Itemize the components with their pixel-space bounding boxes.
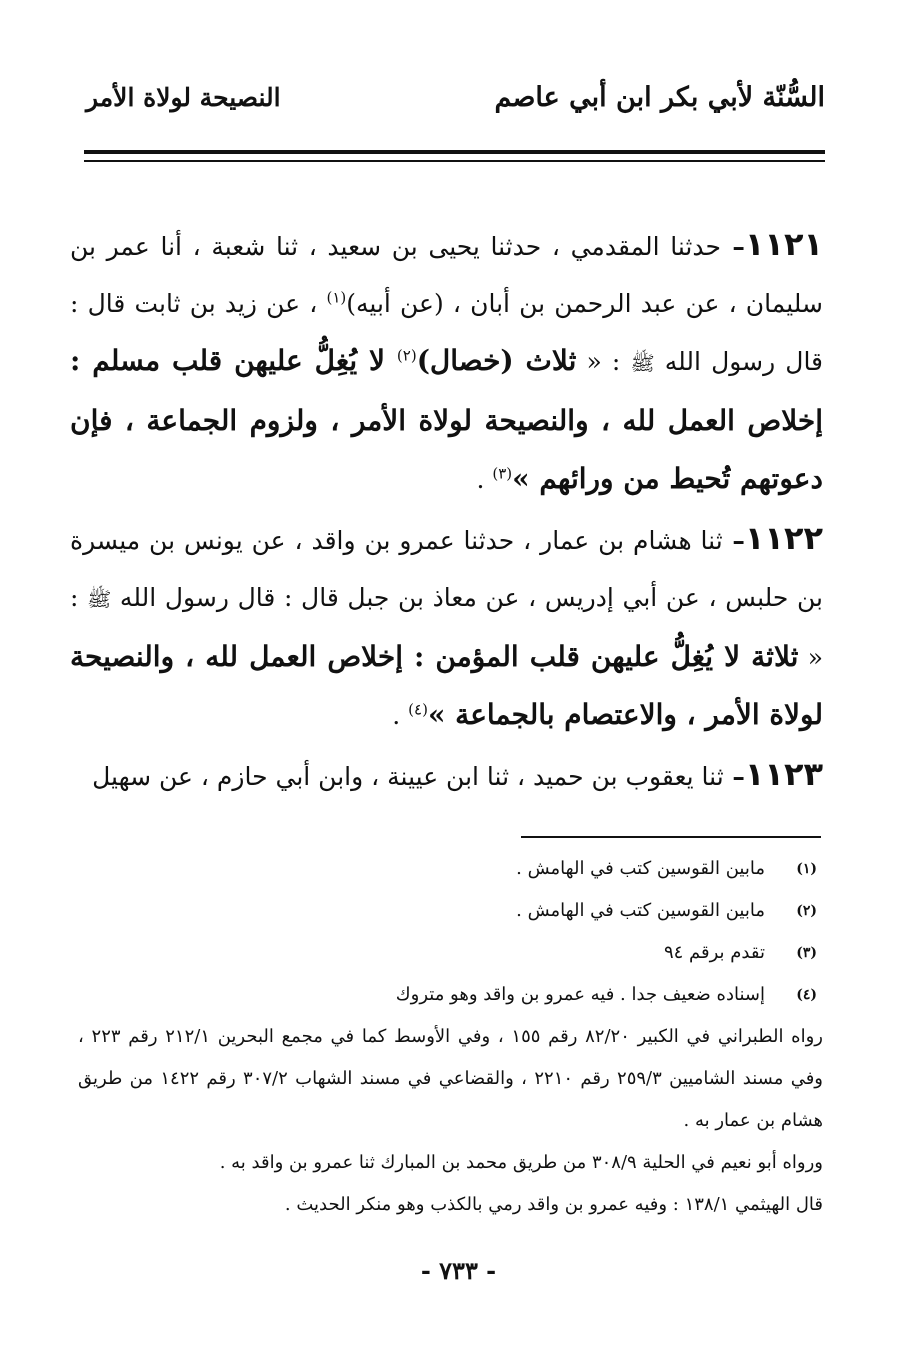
dash: – <box>720 232 745 261</box>
header-rule-thick <box>84 150 825 154</box>
hadith-number: ١١٢١ <box>744 225 823 263</box>
footnote-mark: (٤) <box>796 987 817 1003</box>
hadith-1123 <box>70 746 823 805</box>
footnote-mark: (٢) <box>796 903 817 919</box>
isnad-text: ، عن زيد بن ثابت قال : قال رسول الله <box>70 289 824 376</box>
footnote-separator <box>521 836 821 838</box>
header-rule-thin <box>84 160 825 162</box>
matn-text: ثلاثة لا يُغِلُّ عليهن قلب المؤمن : إخلاص العمل لله ، والنصيحة لولاة الأمر ، والاعتصام بالجماعة » <box>70 640 823 731</box>
salawat-glyph: ﷺ <box>630 351 655 375</box>
dash: – <box>722 526 745 555</box>
footnote-text: مابين القوسين كتب في الهامش . <box>516 900 765 921</box>
running-header <box>86 72 825 122</box>
footnote-text: تقدم برقم ٩٤ <box>663 942 765 963</box>
hadith-1121 <box>70 216 823 508</box>
matn-text: لا يُغِلُّ عليهن قلب مسلم : إخلاص العمل لله ، والنصيحة لولاة الأمر ، ولزوم الجماعة ، فإن دعوتهم تُحيط من ورائهم » <box>70 344 823 495</box>
quote-open: : « <box>576 347 631 376</box>
footnote-text: قال الهيثمي ١٣٨/١ : وفيه عمرو بن واقد رمي بالكذب وهو منكر الحديث . <box>284 1194 823 1215</box>
footnote-item <box>78 890 823 932</box>
chapter-title: النصيحة لولاة الأمر <box>86 82 281 112</box>
dash: – <box>723 762 745 791</box>
footnote-ref[interactable]: (٣) <box>492 464 513 483</box>
matn-text: ثلاث (خصال) <box>416 344 577 377</box>
footnote-text: إسناده ضعيف جدا . فيه عمرو بن واقد وهو متروك <box>395 984 765 1005</box>
footnote-text: رواه الطبراني في الكبير ٨٢/٢٠ رقم ١٥٥ ، وفي الأوسط كما في مجمع البحرين ٢١٢/١ رقم ٢٢٣ ، وفي مسند الشاميين ٢٥٩/٣ رقم ٢٢١٠ ، والقضاعي في مسند الشهاب ٣٠٧/٢ رقم ١٤٢٢ من طريق هشام بن عمار به . <box>78 1026 823 1131</box>
sentence-end: . <box>476 465 493 494</box>
footnote-ref[interactable]: (٤) <box>408 700 428 719</box>
salawat-glyph: ﷺ <box>87 587 112 611</box>
footnote-text: مابين القوسين كتب في الهامش . <box>516 858 765 879</box>
quote-open: : « <box>70 583 824 672</box>
footnote-mark: (٣) <box>796 945 817 961</box>
hadith-number: ١١٢٣ <box>744 755 823 793</box>
book-title: السُّنّة لأبي بكر ابن أبي عاصم <box>494 81 825 113</box>
hadith-1122 <box>70 510 823 744</box>
isnad-text: ثنا هشام بن عمار ، حدثنا عمرو بن واقد ، عن يونس بن ميسرة بن حلبس ، عن أبي إدريس ، عن معاذ بن جبل قال : قال رسول الله <box>70 526 823 612</box>
footnotes <box>78 848 823 1226</box>
hadith-number: ١١٢٢ <box>744 519 823 557</box>
isnad-text: حدثنا المقدمي ، حدثنا يحيى بن سعيد ، ثنا شعبة ، أنا عمر بن سليمان ، عن عبد الرحمن بن أبان ، (عن أبيه) <box>70 232 823 318</box>
footnote-item <box>78 932 823 974</box>
page-number: - ٧٣٣ - <box>420 1256 497 1285</box>
footnote-item <box>78 848 823 890</box>
footnote-text: ورواه أبو نعيم في الحلية ٣٠٨/٩ من طريق محمد بن المبارك ثنا عمرو بن واقد به . <box>219 1152 823 1173</box>
footnote-mark: (١) <box>796 861 817 877</box>
isnad-text: ثنا يعقوب بن حميد ، ثنا ابن عيينة ، وابن أبي حازم ، عن سهيل <box>92 762 724 791</box>
sentence-end: . <box>392 701 409 730</box>
footnote-item <box>78 974 823 1016</box>
footnote-ref[interactable]: (٢) <box>396 346 417 365</box>
footnote-ref[interactable]: (١) <box>326 288 347 307</box>
main-text <box>70 216 823 807</box>
